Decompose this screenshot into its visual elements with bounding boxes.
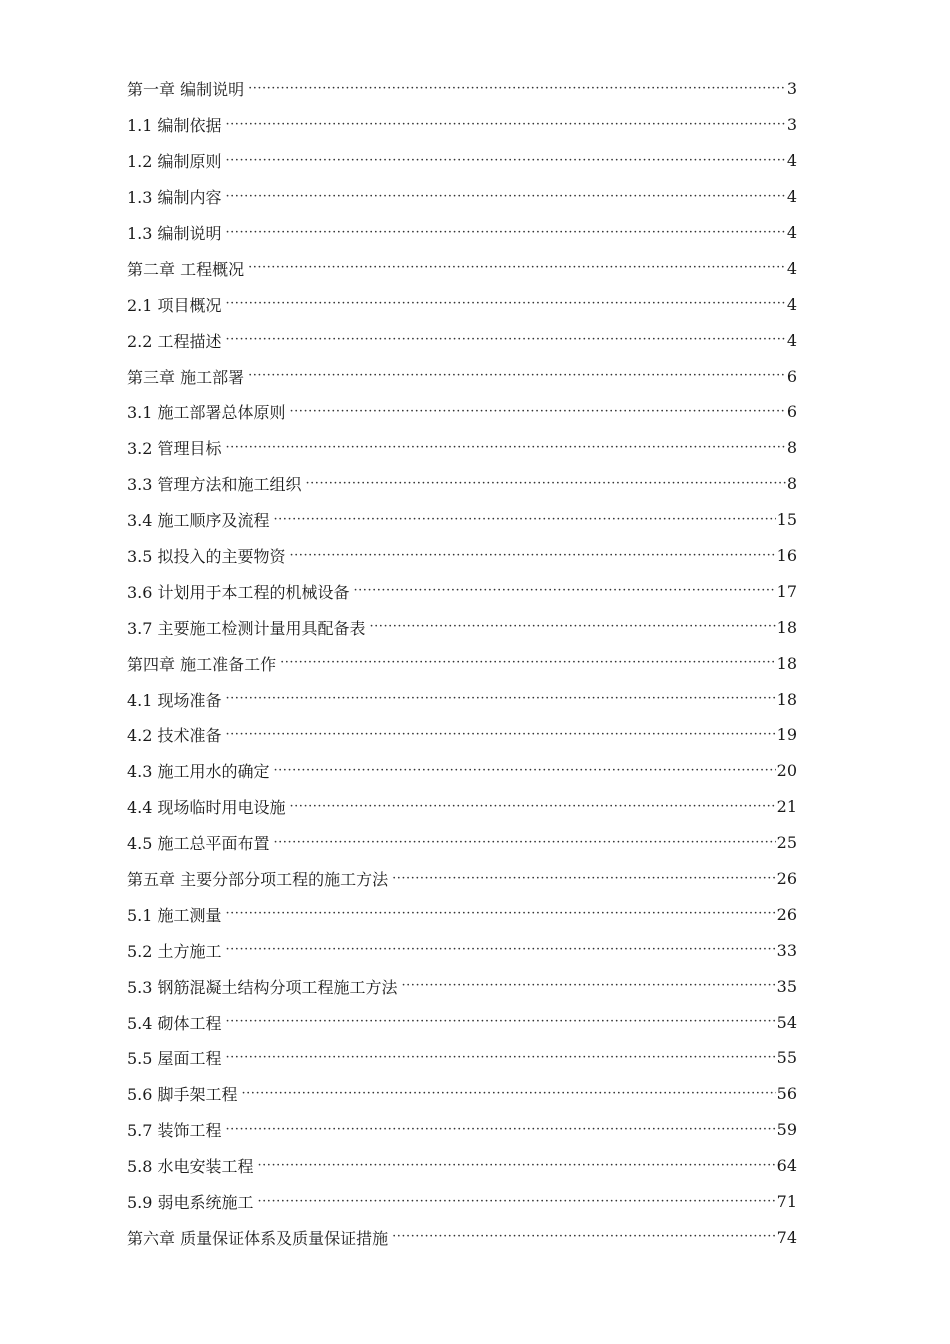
toc-entry-title: 第五章 主要分部分项工程的施工方法 [127,867,392,890]
toc-entry[interactable] [127,932,797,968]
toc-entry[interactable] [127,286,797,322]
toc-entry[interactable] [127,573,797,609]
toc-entry-page-number: 15 [776,510,797,530]
toc-entry[interactable] [127,107,797,143]
dot-leader [290,798,776,816]
toc-entry-page-number: 8 [786,438,797,458]
dot-leader [306,475,786,493]
toc-entry-page-number: 4 [786,330,797,350]
toc-entry-page-number: 4 [786,223,797,242]
toc-entry[interactable] [127,215,797,251]
dot-leader [248,80,786,98]
toc-entry-title: 3.3 管理方法和施工组织 [127,472,306,495]
toc-entry-title: 2.1 项目概况 [127,293,226,316]
toc-entry[interactable] [127,681,797,717]
toc-entry[interactable] [127,358,797,394]
toc-entry-page-number: 74 [776,1227,797,1247]
toc-entry-page-number: 6 [786,366,797,386]
dot-leader [226,188,786,206]
toc-entry-page-number: 56 [776,1084,797,1104]
toc-entry[interactable] [127,1220,797,1256]
table-of-contents [127,71,797,1255]
toc-entry[interactable] [127,322,797,358]
toc-entry[interactable] [127,538,797,574]
dot-leader [392,870,776,888]
toc-entry-page-number: 21 [776,797,797,817]
toc-entry-title: 5.3 钢筋混凝土结构分项工程施工方法 [127,975,402,998]
toc-entry-page-number: 4 [786,187,797,207]
toc-entry[interactable] [127,394,797,430]
dot-leader [274,762,776,780]
toc-entry-title: 4.4 现场临时用电设施 [127,795,290,818]
toc-entry-title: 4.5 施工总平面布置 [127,831,274,854]
toc-entry-title: 5.8 水电安装工程 [127,1154,258,1177]
dot-leader [226,690,776,708]
dot-leader [280,654,776,672]
toc-entry-page-number: 18 [776,653,797,673]
toc-entry[interactable] [127,717,797,753]
toc-entry-title: 3.4 施工顺序及流程 [127,508,274,531]
toc-entry-page-number: 4 [786,151,797,171]
dot-leader [370,618,776,636]
toc-entry[interactable] [127,1040,797,1076]
toc-entry-page-number: 26 [776,904,797,924]
toc-entry-title: 第一章 编制说明 [127,77,248,100]
toc-entry-page-number: 18 [776,617,797,637]
toc-entry[interactable] [127,825,797,861]
toc-entry-page-number: 16 [776,546,797,566]
dot-leader [226,116,786,134]
toc-entry[interactable] [127,466,797,502]
toc-entry-title: 第四章 施工准备工作 [127,652,280,675]
toc-entry-page-number: 3 [786,115,797,135]
dot-leader [354,582,776,600]
dot-leader [226,152,786,170]
toc-entry[interactable] [127,861,797,897]
toc-entry-title: 5.2 土方施工 [127,939,226,962]
dot-leader [226,295,786,313]
toc-entry-page-number: 25 [776,833,797,853]
toc-entry-title: 1.2 编制原则 [127,149,226,172]
toc-entry-page-number: 6 [786,402,797,422]
dot-leader [248,259,786,277]
toc-entry[interactable] [127,968,797,1004]
toc-entry-title: 第三章 施工部署 [127,365,248,388]
toc-entry-page-number: 55 [776,1048,797,1068]
dot-leader [226,1121,776,1139]
toc-entry-page-number: 64 [776,1156,797,1176]
toc-entry[interactable] [127,1112,797,1148]
dot-leader [392,1228,776,1246]
toc-entry-title: 3.2 管理目标 [127,436,226,459]
dot-leader [226,726,776,744]
toc-entry[interactable] [127,1004,797,1040]
toc-entry[interactable] [127,1148,797,1184]
toc-entry-title: 3.5 拟投入的主要物资 [127,544,290,567]
toc-entry[interactable] [127,753,797,789]
toc-entry[interactable] [127,143,797,179]
dot-leader [226,1013,776,1031]
toc-entry-title: 5.9 弱电系统施工 [127,1190,258,1213]
dot-leader [226,1049,776,1067]
toc-entry[interactable] [127,789,797,825]
toc-entry-page-number: 8 [786,474,797,494]
toc-entry-title: 4.1 现场准备 [127,688,226,711]
toc-entry[interactable] [127,896,797,932]
toc-entry-title: 3.7 主要施工检测计量用具配备表 [127,616,370,639]
toc-entry[interactable] [127,502,797,538]
toc-entry[interactable] [127,179,797,215]
dot-leader [290,547,776,565]
dot-leader [242,1085,776,1103]
toc-entry-page-number: 4 [786,294,797,314]
dot-leader [248,367,786,385]
toc-entry-title: 4.2 技术准备 [127,723,226,746]
toc-entry[interactable] [127,71,797,107]
toc-entry-title: 3.6 计划用于本工程的机械设备 [127,580,354,603]
dot-leader [402,977,776,995]
toc-entry-page-number: 71 [776,1192,797,1212]
toc-entry-title: 5.7 装饰工程 [127,1118,226,1141]
dot-leader [226,941,776,959]
toc-entry-title: 第六章 质量保证体系及质量保证措施 [127,1226,392,1249]
dot-leader [226,224,786,242]
dot-leader [290,403,786,421]
toc-entry[interactable] [127,430,797,466]
toc-entry-title: 1.1 编制依据 [127,113,226,136]
toc-entry-page-number: 17 [776,581,797,601]
toc-entry[interactable] [127,609,797,645]
dot-leader [226,905,776,923]
toc-entry[interactable] [127,1076,797,1112]
dot-leader [226,331,786,349]
toc-entry-title: 5.4 砌体工程 [127,1011,226,1034]
toc-entry[interactable] [127,250,797,286]
toc-entry-title: 2.2 工程描述 [127,329,226,352]
dot-leader [274,834,776,852]
toc-entry-title: 5.6 脚手架工程 [127,1082,242,1105]
toc-entry-page-number: 35 [776,976,797,996]
toc-entry-page-number: 54 [776,1012,797,1032]
toc-entry-page-number: 19 [776,725,797,745]
dot-leader [258,1157,776,1175]
dot-leader [226,439,786,457]
dot-leader [258,1193,776,1211]
toc-entry-page-number: 59 [776,1120,797,1140]
toc-entry-page-number: 3 [786,79,797,99]
toc-entry[interactable] [127,1184,797,1220]
toc-entry-title: 3.1 施工部署总体原则 [127,400,290,423]
toc-entry-title: 5.1 施工测量 [127,903,226,926]
toc-entry[interactable] [127,645,797,681]
toc-entry-page-number: 33 [776,940,797,960]
toc-entry-title: 1.3 编制说明 [127,221,226,244]
toc-entry-page-number: 18 [776,689,797,709]
toc-entry-page-number: 26 [776,869,797,889]
toc-entry-title: 1.3 编制内容 [127,185,226,208]
toc-entry-title: 第二章 工程概况 [127,257,248,280]
toc-entry-title: 5.5 屋面工程 [127,1046,226,1069]
dot-leader [274,511,776,529]
toc-entry-page-number: 20 [776,761,797,781]
toc-entry-page-number: 4 [786,258,797,278]
toc-entry-title: 4.3 施工用水的确定 [127,759,274,782]
